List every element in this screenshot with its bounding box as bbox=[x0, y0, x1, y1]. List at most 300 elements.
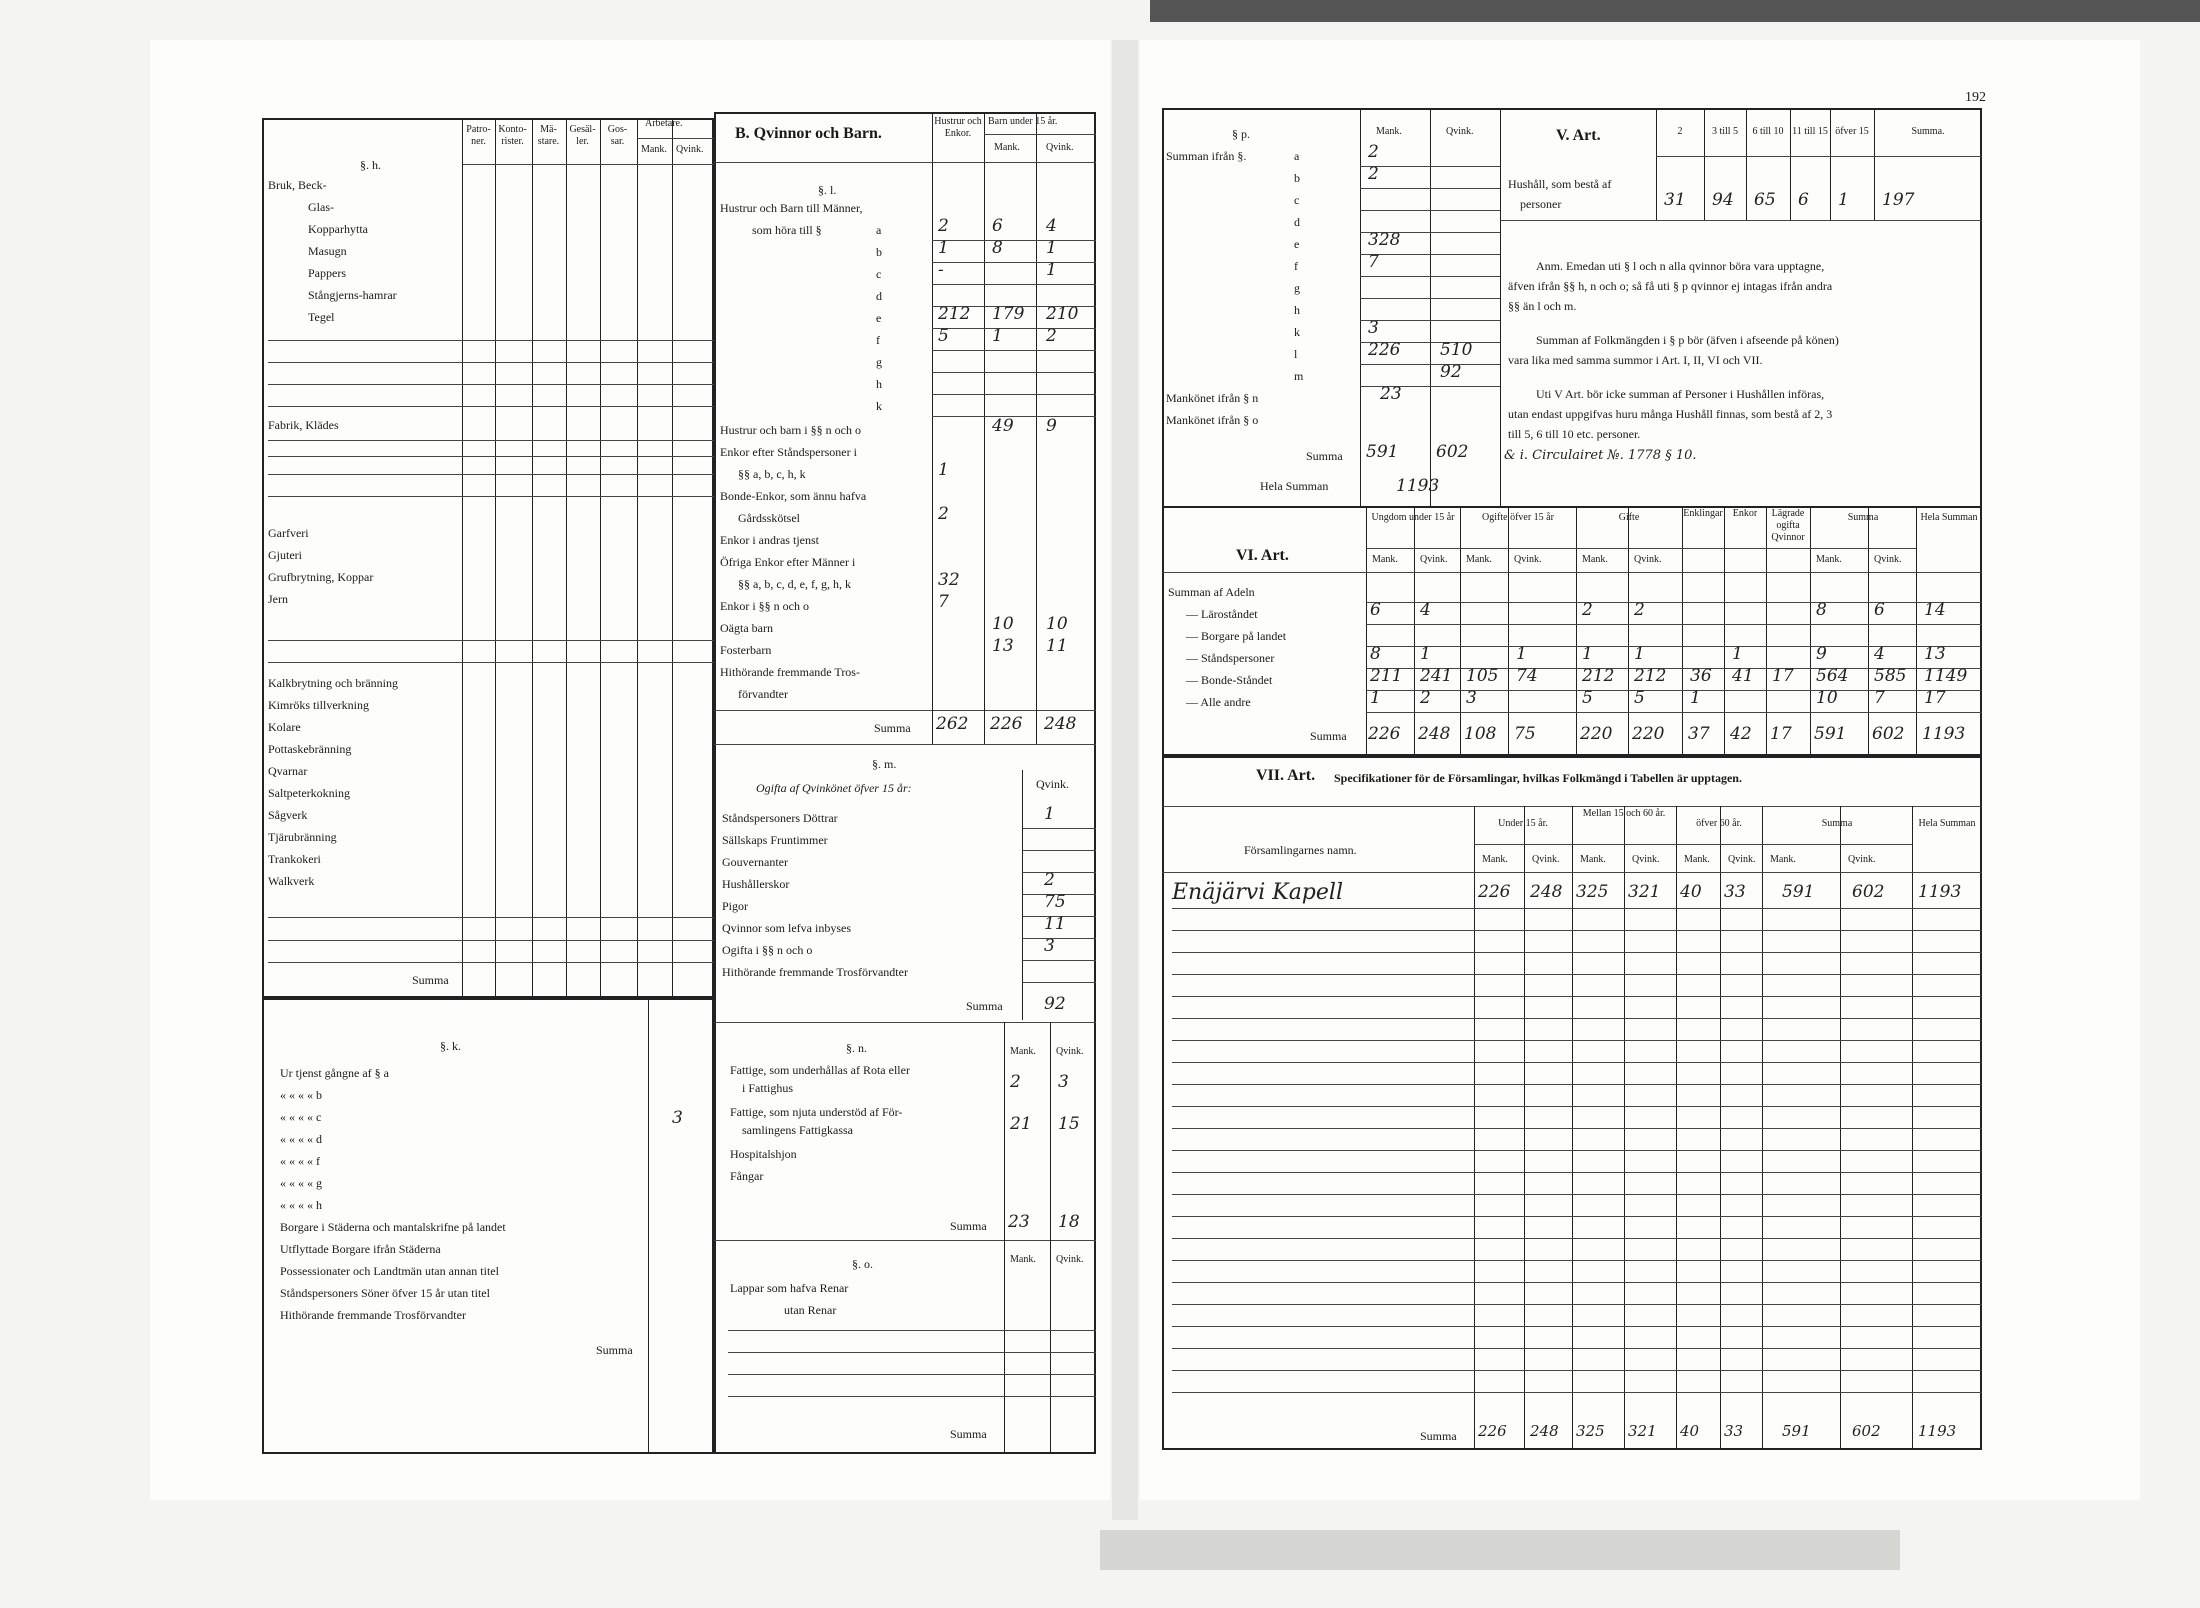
section-m-rule bbox=[1022, 872, 1096, 873]
section-vii-rule bbox=[1172, 1062, 1982, 1063]
section-h-col-header: Konto-rister. bbox=[498, 124, 527, 147]
section-vii-sub: Qvink. bbox=[1532, 854, 1560, 865]
section-o-col-line bbox=[1050, 1240, 1051, 1454]
section-vi-value: 585 bbox=[1874, 666, 1907, 686]
section-v-col-header: 11 till 15 bbox=[1792, 126, 1828, 137]
section-vi-sub: Mank. bbox=[1582, 554, 1608, 565]
section-vii-sub: Qvink. bbox=[1848, 854, 1876, 865]
section-vii-summa-value: 1193 bbox=[1918, 1422, 1957, 1440]
section-b-col-mank: Mank. bbox=[994, 142, 1020, 153]
section-h-heading: §. h. bbox=[360, 158, 381, 172]
section-b-summa-col bbox=[984, 710, 985, 744]
section-n-qvink: 15 bbox=[1058, 1114, 1080, 1134]
section-b-row-value: 9 bbox=[1046, 416, 1057, 436]
section-k-row: « « « « b bbox=[280, 1088, 322, 1102]
section-m-row-label: Ogifta i §§ n och o bbox=[722, 943, 813, 957]
section-h-item: Qvarnar bbox=[268, 764, 308, 778]
section-vi-row-label: — Ståndspersoner bbox=[1186, 651, 1275, 665]
section-v-value: 94 bbox=[1712, 190, 1734, 210]
section-b-row-label: Bonde-Enkor, som ännu hafva bbox=[720, 489, 867, 503]
section-v-col-line bbox=[1830, 108, 1831, 220]
section-vi-value: 1 bbox=[1690, 688, 1701, 708]
section-b-row-label: Hithörande fremmande Tros- bbox=[720, 665, 860, 679]
section-p-letter: g bbox=[1294, 281, 1300, 295]
section-l-value: - bbox=[938, 260, 944, 280]
section-h-item: Kalkbrytning och bränning bbox=[268, 676, 398, 690]
section-vi-summa-value: 602 bbox=[1872, 724, 1905, 744]
section-b-summa-col bbox=[1036, 710, 1037, 744]
section-p-col-qvink: Qvink. bbox=[1446, 126, 1474, 137]
section-p-letter: k bbox=[1294, 325, 1300, 339]
section-b-row-value: 13 bbox=[992, 636, 1014, 656]
section-vi-value: 2 bbox=[1634, 600, 1645, 620]
scan-edge-bottom bbox=[1100, 1530, 1900, 1570]
section-h-item: Kimröks tillverkning bbox=[268, 698, 369, 712]
section-p-qvink: 510 bbox=[1440, 340, 1473, 360]
section-vi-sub: Qvink. bbox=[1634, 554, 1662, 565]
section-l-value: 1 bbox=[938, 238, 949, 258]
section-p-summa-note: & i. Circulairet №. 1778 § 10. bbox=[1504, 448, 1697, 463]
section-p-letter: l bbox=[1294, 347, 1298, 361]
section-h-rule-right bbox=[462, 940, 714, 941]
section-vii-heading: VII. Art. bbox=[1256, 767, 1316, 784]
section-m-row-value: 1 bbox=[1044, 804, 1055, 824]
section-m-row-value: 11 bbox=[1044, 914, 1066, 934]
section-k-row: « « « « h bbox=[280, 1198, 322, 1212]
section-p-hela: Hela Summan bbox=[1260, 479, 1329, 493]
section-p-mank: 328 bbox=[1368, 230, 1401, 250]
section-vi-rule bbox=[1366, 712, 1982, 713]
section-v-anm-line: Summan af Folkmängden i § p bör (äfven i afseende på könen) bbox=[1536, 333, 1839, 347]
section-l-value: 210 bbox=[1046, 304, 1079, 324]
section-h-rule bbox=[268, 474, 462, 475]
section-l-value: 1 bbox=[1046, 238, 1057, 258]
section-p-rule bbox=[1360, 276, 1500, 277]
section-vi-value: 13 bbox=[1924, 644, 1946, 664]
section-vii-rule bbox=[1172, 930, 1982, 931]
section-vi-value: 74 bbox=[1516, 666, 1538, 686]
section-p-hela-value: 1193 bbox=[1396, 476, 1440, 496]
section-o-heading: §. o. bbox=[852, 1257, 873, 1271]
section-h-rule bbox=[268, 496, 462, 497]
section-vi-rule bbox=[1366, 690, 1982, 691]
section-n-mank: 21 bbox=[1010, 1114, 1032, 1134]
section-v-value: 6 bbox=[1798, 190, 1809, 210]
section-vi-subhead-line bbox=[1366, 548, 1916, 549]
section-h-rule-right bbox=[462, 917, 714, 918]
section-v-col-header: 2 bbox=[1677, 126, 1683, 137]
section-vi-value: 2 bbox=[1420, 688, 1431, 708]
section-vi-value: 1 bbox=[1582, 644, 1593, 664]
section-vi-col-line bbox=[1682, 506, 1683, 756]
section-vi-value: 5 bbox=[1634, 688, 1645, 708]
section-h-rule-right bbox=[462, 640, 714, 641]
section-m-summa-value: 92 bbox=[1044, 994, 1066, 1014]
section-h-item: Fabrik, Klädes bbox=[268, 418, 339, 432]
section-n-qvink: 3 bbox=[1058, 1072, 1069, 1092]
section-v-anm-line: Anm. Emedan uti § l och n alla qvinnor böra vara upptagne, bbox=[1536, 259, 1825, 273]
section-h-subhead-line bbox=[637, 138, 714, 139]
section-vi-value: 564 bbox=[1816, 666, 1849, 686]
section-vii-value: 321 bbox=[1628, 882, 1661, 902]
section-l-letter: a bbox=[876, 223, 882, 237]
section-l-letter: f bbox=[876, 333, 880, 347]
section-h-header-line bbox=[462, 164, 714, 165]
section-b-row-label: Enkor i §§ n och o bbox=[720, 599, 809, 613]
section-l-intro: Hustrur och Barn till Männer, bbox=[720, 201, 863, 215]
section-p-letter: m bbox=[1294, 369, 1304, 383]
section-h-rule bbox=[268, 940, 462, 941]
section-m-rule bbox=[1022, 828, 1096, 829]
section-h-item: Sågverk bbox=[268, 808, 308, 822]
section-h-col-header: Patro-ner. bbox=[466, 124, 491, 147]
section-m-heading: §. m. bbox=[872, 757, 897, 771]
section-vi-group: Hela Summan bbox=[1920, 512, 1978, 523]
section-b-head-split bbox=[984, 134, 1096, 135]
section-v-col-line bbox=[1704, 108, 1705, 220]
section-vi-col-line bbox=[1868, 506, 1869, 756]
section-b-summa-col bbox=[932, 710, 933, 744]
section-p-heading: § p. bbox=[1232, 127, 1250, 141]
section-b-row-value: 11 bbox=[1046, 636, 1068, 656]
section-h-item: Bruk, Beck- bbox=[268, 178, 327, 192]
section-vi-rule bbox=[1366, 602, 1982, 603]
section-p-mank: 2 bbox=[1368, 142, 1379, 162]
section-vii-col-name: Församlingarnes namn. bbox=[1244, 843, 1357, 857]
section-o-summa: Summa bbox=[950, 1427, 987, 1441]
section-p-from-n-value: 23 bbox=[1380, 384, 1402, 404]
section-vi-value: 211 bbox=[1370, 666, 1403, 686]
section-m-rule bbox=[1022, 960, 1096, 961]
section-m-row-label: Hushållerskor bbox=[722, 877, 790, 891]
section-vii-value: 226 bbox=[1478, 882, 1511, 902]
section-h-rule-right bbox=[462, 662, 714, 663]
section-k-row: Hithörande fremmande Trosförvandter bbox=[280, 1308, 466, 1322]
section-h-col-header-arbetare: Arbetare. bbox=[645, 118, 683, 129]
section-l-rule bbox=[932, 262, 1096, 263]
section-vi-value: 17 bbox=[1924, 688, 1946, 708]
section-p-rule bbox=[1360, 364, 1500, 365]
section-v-value: 65 bbox=[1754, 190, 1776, 210]
section-vii-group: Mellan 15 och 60 år. bbox=[1582, 808, 1666, 819]
section-h-col-header: Mä-stare. bbox=[537, 124, 560, 147]
section-h-rule bbox=[268, 440, 462, 441]
section-h-col-line bbox=[532, 118, 533, 998]
section-vi-group: Summa bbox=[1847, 512, 1879, 523]
section-vi-summa-value: 1193 bbox=[1922, 724, 1966, 744]
section-o-row: utan Renar bbox=[784, 1303, 837, 1317]
section-p-rule bbox=[1360, 320, 1500, 321]
section-vii-summa-value: 591 bbox=[1782, 1422, 1811, 1440]
section-n-summa-qvink: 18 bbox=[1058, 1212, 1080, 1232]
section-b-row-label: Hustrur och barn i §§ n och o bbox=[720, 423, 861, 437]
section-n-bottom bbox=[714, 1240, 1096, 1241]
section-vi-value: 1 bbox=[1516, 644, 1527, 664]
section-vii-summa-value: 33 bbox=[1724, 1422, 1744, 1440]
section-h-rule-right bbox=[462, 362, 714, 363]
section-n-col-line bbox=[1004, 1022, 1005, 1256]
section-p-summa: Summa bbox=[1306, 449, 1343, 463]
section-m-row-label: Qvinnor som lefva inbyses bbox=[722, 921, 851, 935]
section-vii-rule bbox=[1172, 1304, 1982, 1305]
section-vi-group: Enklingar bbox=[1683, 508, 1723, 519]
section-l-rule bbox=[932, 416, 1096, 417]
section-h-item: Kopparhytta bbox=[308, 222, 368, 236]
section-v-col-line bbox=[1746, 108, 1747, 220]
section-vii-sub: Mank. bbox=[1684, 854, 1710, 865]
section-p-qvink: 92 bbox=[1440, 362, 1462, 382]
section-vi-sub: Mank. bbox=[1466, 554, 1492, 565]
section-m-row-value: 2 bbox=[1044, 870, 1055, 890]
section-n-heading: §. n. bbox=[846, 1041, 867, 1055]
section-h-rule bbox=[268, 640, 462, 641]
section-vi-col-line bbox=[1366, 506, 1367, 756]
section-p-letter: d bbox=[1294, 215, 1300, 229]
section-vii-group: Hela Summan bbox=[1918, 818, 1976, 829]
section-vii-summa-value: 226 bbox=[1478, 1422, 1507, 1440]
section-vi-value: 105 bbox=[1466, 666, 1499, 686]
section-p-col-line bbox=[1360, 108, 1361, 508]
section-b-summa-bottom bbox=[714, 744, 1096, 745]
section-l-rule bbox=[932, 372, 1096, 373]
section-b-row-value: 32 bbox=[938, 570, 960, 590]
section-vii-summa-value: 40 bbox=[1680, 1422, 1700, 1440]
section-v-value: 1 bbox=[1838, 190, 1849, 210]
section-h-summa: Summa bbox=[412, 973, 449, 987]
section-vi-value: 1149 bbox=[1924, 666, 1968, 686]
section-vi-value: 7 bbox=[1874, 688, 1885, 708]
section-k-heading: §. k. bbox=[440, 1039, 461, 1053]
section-l-letter: h bbox=[876, 377, 882, 391]
section-m-row-value: 75 bbox=[1044, 892, 1066, 912]
section-k-row: Ur tjenst gångne af § a bbox=[280, 1066, 389, 1080]
section-vi-summa-value: 108 bbox=[1464, 724, 1497, 744]
section-h-col-header: Gesäl-ler. bbox=[569, 124, 596, 147]
section-n-col-mank: Mank. bbox=[1010, 1046, 1036, 1057]
section-v-anm-line: till 5, 6 till 10 etc. personer. bbox=[1508, 427, 1641, 441]
section-m-summa: Summa bbox=[966, 999, 1003, 1013]
section-vi-summa-value: 220 bbox=[1632, 724, 1665, 744]
section-p-letter: a bbox=[1294, 149, 1300, 163]
section-v-value: 31 bbox=[1664, 190, 1686, 210]
section-l-value: 2 bbox=[1046, 326, 1057, 346]
section-vii-value: 40 bbox=[1680, 882, 1702, 902]
section-vi-sub: Qvink. bbox=[1420, 554, 1448, 565]
section-b-row-value: 1 bbox=[938, 460, 949, 480]
section-vii-rule bbox=[1172, 1150, 1982, 1151]
section-vii-rule bbox=[1172, 1018, 1982, 1019]
section-l-rule bbox=[932, 240, 1096, 241]
section-vii-rule bbox=[1172, 1128, 1982, 1129]
section-vi-row-label: — Läroståndet bbox=[1186, 607, 1258, 621]
section-v-col-header: 6 till 10 bbox=[1752, 126, 1784, 137]
section-n-row-label: Hospitalshjon bbox=[730, 1147, 797, 1161]
section-o-row: Lappar som hafva Renar bbox=[730, 1281, 849, 1295]
section-v-label1: Hushåll, som bestå af bbox=[1508, 177, 1612, 191]
section-vii-value: 1193 bbox=[1918, 882, 1962, 902]
section-m-row-label: Ståndspersoners Döttrar bbox=[722, 811, 838, 825]
section-h-rule bbox=[268, 406, 462, 407]
section-h-rule-right bbox=[462, 440, 714, 441]
section-vi-value: 17 bbox=[1772, 666, 1794, 686]
section-h-rule-right bbox=[462, 496, 714, 497]
section-l-heading: §. l. bbox=[818, 183, 837, 197]
section-o-rule bbox=[728, 1374, 1096, 1375]
section-b-summa: Summa bbox=[874, 721, 911, 735]
section-o-col-line bbox=[1004, 1240, 1005, 1454]
section-v-head-line bbox=[1656, 156, 1982, 157]
section-h-item: Grufbrytning, Koppar bbox=[268, 570, 374, 584]
section-k-row: « « « « c bbox=[280, 1110, 322, 1124]
section-n-col-qvink: Qvink. bbox=[1056, 1046, 1084, 1057]
section-p-intro: Summan ifrån §. bbox=[1166, 149, 1247, 163]
section-b-row-label: §§ a, b, c, d, e, f, g, h, k bbox=[738, 577, 851, 591]
section-l-value: 6 bbox=[992, 216, 1003, 236]
section-p-letter: c bbox=[1294, 193, 1300, 207]
section-h-rule bbox=[268, 456, 462, 457]
section-p-summa-qvink: 602 bbox=[1436, 442, 1469, 462]
section-vii-value: 325 bbox=[1576, 882, 1609, 902]
section-h-rule bbox=[268, 362, 462, 363]
section-b-summa-value: 248 bbox=[1044, 714, 1077, 734]
section-b-row-label: Oägta barn bbox=[720, 621, 773, 635]
section-b-row-label: §§ a, b, c, h, k bbox=[738, 467, 806, 481]
section-p-letter: b bbox=[1294, 171, 1300, 185]
section-vi-group: Lägrade ogifta Qvinnor bbox=[1771, 508, 1805, 543]
section-vii-rule bbox=[1172, 1172, 1982, 1173]
section-vi-sub: Qvink. bbox=[1874, 554, 1902, 565]
section-p-col-line bbox=[1500, 108, 1501, 508]
section-k-row: « « « « f bbox=[280, 1154, 320, 1168]
section-p-rule bbox=[1360, 298, 1500, 299]
section-h-item: Jern bbox=[268, 592, 288, 606]
section-b-row-value: 49 bbox=[992, 416, 1014, 436]
section-h-rule bbox=[268, 917, 462, 918]
section-vii-group: Summa bbox=[1821, 818, 1853, 829]
section-v-col-header: Summa. bbox=[1911, 126, 1945, 137]
section-vii-sub: Qvink. bbox=[1728, 854, 1756, 865]
section-l-letter: d bbox=[876, 289, 882, 303]
section-vi-value: 10 bbox=[1816, 688, 1838, 708]
section-h-rule bbox=[268, 962, 462, 963]
section-vi-value: 1 bbox=[1370, 688, 1381, 708]
section-m-rule bbox=[1022, 850, 1096, 851]
section-h-rule-right bbox=[462, 962, 714, 963]
section-vi-col-line bbox=[1724, 506, 1725, 756]
section-vii-summa-value: 325 bbox=[1576, 1422, 1605, 1440]
section-h-rule bbox=[268, 384, 462, 385]
section-vi-sub: Qvink. bbox=[1514, 554, 1542, 565]
section-l-value: 1 bbox=[1046, 260, 1057, 280]
section-l-value: 4 bbox=[1046, 216, 1057, 236]
section-h-col-line bbox=[495, 118, 496, 998]
section-vi-value: 6 bbox=[1874, 600, 1885, 620]
section-vii-rule bbox=[1172, 1282, 1982, 1283]
section-vii-rule bbox=[1172, 1326, 1982, 1327]
section-vi-value: 36 bbox=[1690, 666, 1712, 686]
section-m-rule bbox=[1022, 938, 1096, 939]
section-vi-summa-value: 42 bbox=[1730, 724, 1752, 744]
section-p-letter: h bbox=[1294, 303, 1300, 317]
section-vi-value: 2 bbox=[1582, 600, 1593, 620]
section-v-value: 197 bbox=[1882, 190, 1915, 210]
section-vii-value: 33 bbox=[1724, 882, 1746, 902]
section-b-row-label: Öfriga Enkor efter Männer i bbox=[720, 555, 856, 569]
section-o-col-qvink: Qvink. bbox=[1056, 1254, 1084, 1265]
section-k-c-value: 3 bbox=[672, 1108, 683, 1128]
section-vi-col-line bbox=[1628, 506, 1629, 756]
section-n-row-label2: i Fattighus bbox=[742, 1081, 794, 1095]
section-p-rule bbox=[1360, 210, 1500, 211]
section-v-label2: personer bbox=[1520, 197, 1562, 211]
section-h-rule bbox=[268, 340, 462, 341]
section-n-row-label: Fångar bbox=[730, 1169, 764, 1183]
section-vi-row-label: — Borgare på landet bbox=[1186, 629, 1287, 643]
section-b-row-label: förvandter bbox=[738, 687, 788, 701]
section-vi-value: 4 bbox=[1420, 600, 1431, 620]
section-vii-value: 602 bbox=[1852, 882, 1885, 902]
section-v-bottom bbox=[1500, 220, 1982, 221]
section-vi-col-line bbox=[1916, 506, 1917, 756]
section-vii-summa-value: 248 bbox=[1530, 1422, 1559, 1440]
section-h-rule bbox=[268, 662, 462, 663]
section-vi-value: 8 bbox=[1816, 600, 1827, 620]
section-h-item: Kolare bbox=[268, 720, 301, 734]
section-vi-value: 1 bbox=[1634, 644, 1645, 664]
section-p-mank: 7 bbox=[1368, 252, 1379, 272]
section-vii-group: Under 15 år. bbox=[1498, 818, 1548, 829]
section-b-col-hustrur: Hustrur och Enkor. bbox=[934, 116, 982, 139]
section-p-mank: 3 bbox=[1368, 318, 1379, 338]
section-n-mank: 2 bbox=[1010, 1072, 1021, 1092]
section-vii-summa: Summa bbox=[1420, 1429, 1457, 1443]
section-m-row-label: Pigor bbox=[722, 899, 749, 913]
section-h-rule-right bbox=[462, 456, 714, 457]
section-vii-rule bbox=[1172, 952, 1982, 953]
scan-fold bbox=[1112, 40, 1138, 1520]
section-m-col: Qvink. bbox=[1036, 777, 1069, 791]
section-k-row: « « « « d bbox=[280, 1132, 322, 1146]
section-l-letter: g bbox=[876, 355, 882, 369]
section-vi-value: 5 bbox=[1582, 688, 1593, 708]
section-l-rule bbox=[932, 284, 1096, 285]
section-h-col-line bbox=[600, 118, 601, 998]
section-vii-sub: Mank. bbox=[1482, 854, 1508, 865]
section-b-summa-value: 226 bbox=[990, 714, 1023, 734]
section-k-row: Utflyttade Borgare ifrån Städerna bbox=[280, 1242, 441, 1256]
section-vii-rule bbox=[1172, 1106, 1982, 1107]
section-p-from-n: Mankönet ifrån § n bbox=[1166, 391, 1259, 405]
section-l-intro: som höra till § bbox=[752, 223, 822, 237]
section-l-value: 5 bbox=[938, 326, 949, 346]
section-vi-value: 212 bbox=[1582, 666, 1615, 686]
section-vi-value: 241 bbox=[1420, 666, 1453, 686]
section-vi-rule bbox=[1366, 646, 1982, 647]
section-vi-sub: Mank. bbox=[1816, 554, 1842, 565]
section-vii-title: Specifikationer för de Församlingar, hvilkas Folkmängd i Tabellen är upptagen. bbox=[1334, 771, 1742, 785]
section-p-from-o: Mankönet ifrån § o bbox=[1166, 413, 1259, 427]
section-l-value: 8 bbox=[992, 238, 1003, 258]
section-l-value: 179 bbox=[992, 304, 1025, 324]
section-vi-summa-value: 591 bbox=[1814, 724, 1847, 744]
section-b-col-barn: Barn under 15 år. bbox=[988, 116, 1058, 127]
section-n-row-label: Fattige, som underhållas af Rota eller bbox=[730, 1063, 910, 1077]
section-vii-sub: Mank. bbox=[1580, 854, 1606, 865]
section-h-col-line bbox=[637, 118, 638, 998]
section-vii-row-name: Enäjärvi Kapell bbox=[1172, 880, 1343, 905]
section-l-letter: c bbox=[876, 267, 882, 281]
section-vii-rule bbox=[1172, 1194, 1982, 1195]
